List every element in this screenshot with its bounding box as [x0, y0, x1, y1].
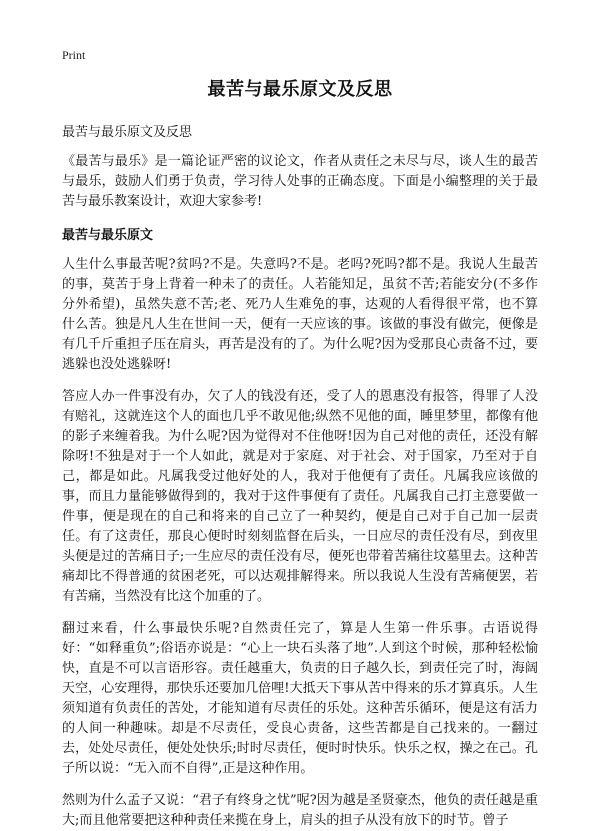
body-paragraph-1: 人生什么事最苦呢?贫吗?不是。失意吗?不是。老吗?死吗?都不是。我说人生最苦的事，莫苦于身上背着一种未了的责任。人若能知足，虽贫不苦;若能安分(不多作分外希望)，虽然失意不苦;老、死乃人生难免的事，达观的人看得很平常，也不算什么苦。独是凡人生在世间一天，便有一天应该的事。该做的事没有做完，便像是有几千斤重担子压在肩头，再苦是没有的了。为什么呢?因为受那良心责备不过，要逃躲也没处逃躲呀!: [62, 257, 538, 372]
body-paragraph-4: 然则为什么孟子又说：“君子有终身之忧”呢?因为越是圣贤豪杰，他负的责任越是重大;而且他常要把这种种责任来揽在身上，肩头的担子从没有放下的时节。曾子: [62, 793, 538, 828]
section-heading: 最苦与最乐原文: [62, 228, 154, 243]
body-paragraph-2: 答应人办一件事没有办，欠了人的钱没有还，受了人的恩惠没有报答，得罪了人没有赔礼，这就连这个人的面也几乎不敢见他;纵然不见他的面，睡里梦里，都像有他的影子来缠着我。为什么呢?因为觉得对不住他呀!因为自己对他的责任，还没有解除呀!不独是对于一个人如此，就是对于家庭、对于社会、对于国家，乃至对于自己，都是如此。凡属我受过他好处的人，我对于他便有了责任。凡属我应该做的事，而且力量能够做得到的，我对于这件事便有了责任。凡属我自己打主意要做一件事，便是现在的自己和将来的自己立了一种契约，便是自己对于自己加一层责任。有了这责任，那良心便时时刻刻监督在后头，一日应尽的责任没有尽，到夜里头便是过的苦痛日子;一生应尽的责任没有尽，便死也带着苦痛往坟墓里去。这种苦痛却比不得普通的贫困老死，可以达观排解得来。所以我说人生没有苦痛便罢，若有苦痛，当然没有比这个加重的了。: [62, 389, 538, 604]
page-title: 最苦与最乐原文及反思: [207, 79, 393, 100]
document-subtitle: 最苦与最乐原文及反思: [62, 125, 193, 140]
body-paragraph-3: 翻过来看，什么事最快乐呢?自然责任完了，算是人生第一件乐事。古语说得好：“如释重负”;俗语亦说是：“心上一块石头落了地”.人到这个时候，那种轻松愉快，直是不可以言语形容。责任越重大，负责的日子越久长，到责任完了时，海阔天空，心安理得，那快乐还要加几倍哩!大抵天下事从苦中得来的乐才算真乐。人生须知道有负责任的苦处，才能知道有尽责任的乐处。这种苦乐循环，便是这有活力的人间一种趣味。却是不尽责任，受良心责备，这些苦都是自己找来的。一翻过去，处处尽责任，便处处快乐;时时尽责任，便时时快乐。快乐之权，操之在己。孔子所以说：“无入而不自得”,正是这种作用。: [62, 621, 538, 776]
print-link[interactable]: Print: [62, 48, 86, 62]
intro-paragraph: 《最苦与最乐》是一篇论证严密的议论文，作者从责任之未尽与尽，谈人生的最苦与最乐，鼓励人们勇于负责，学习待人处事的正确态度。下面是小编整理的关于最苦与最乐教案设计，欢迎大家参考!: [62, 154, 538, 209]
